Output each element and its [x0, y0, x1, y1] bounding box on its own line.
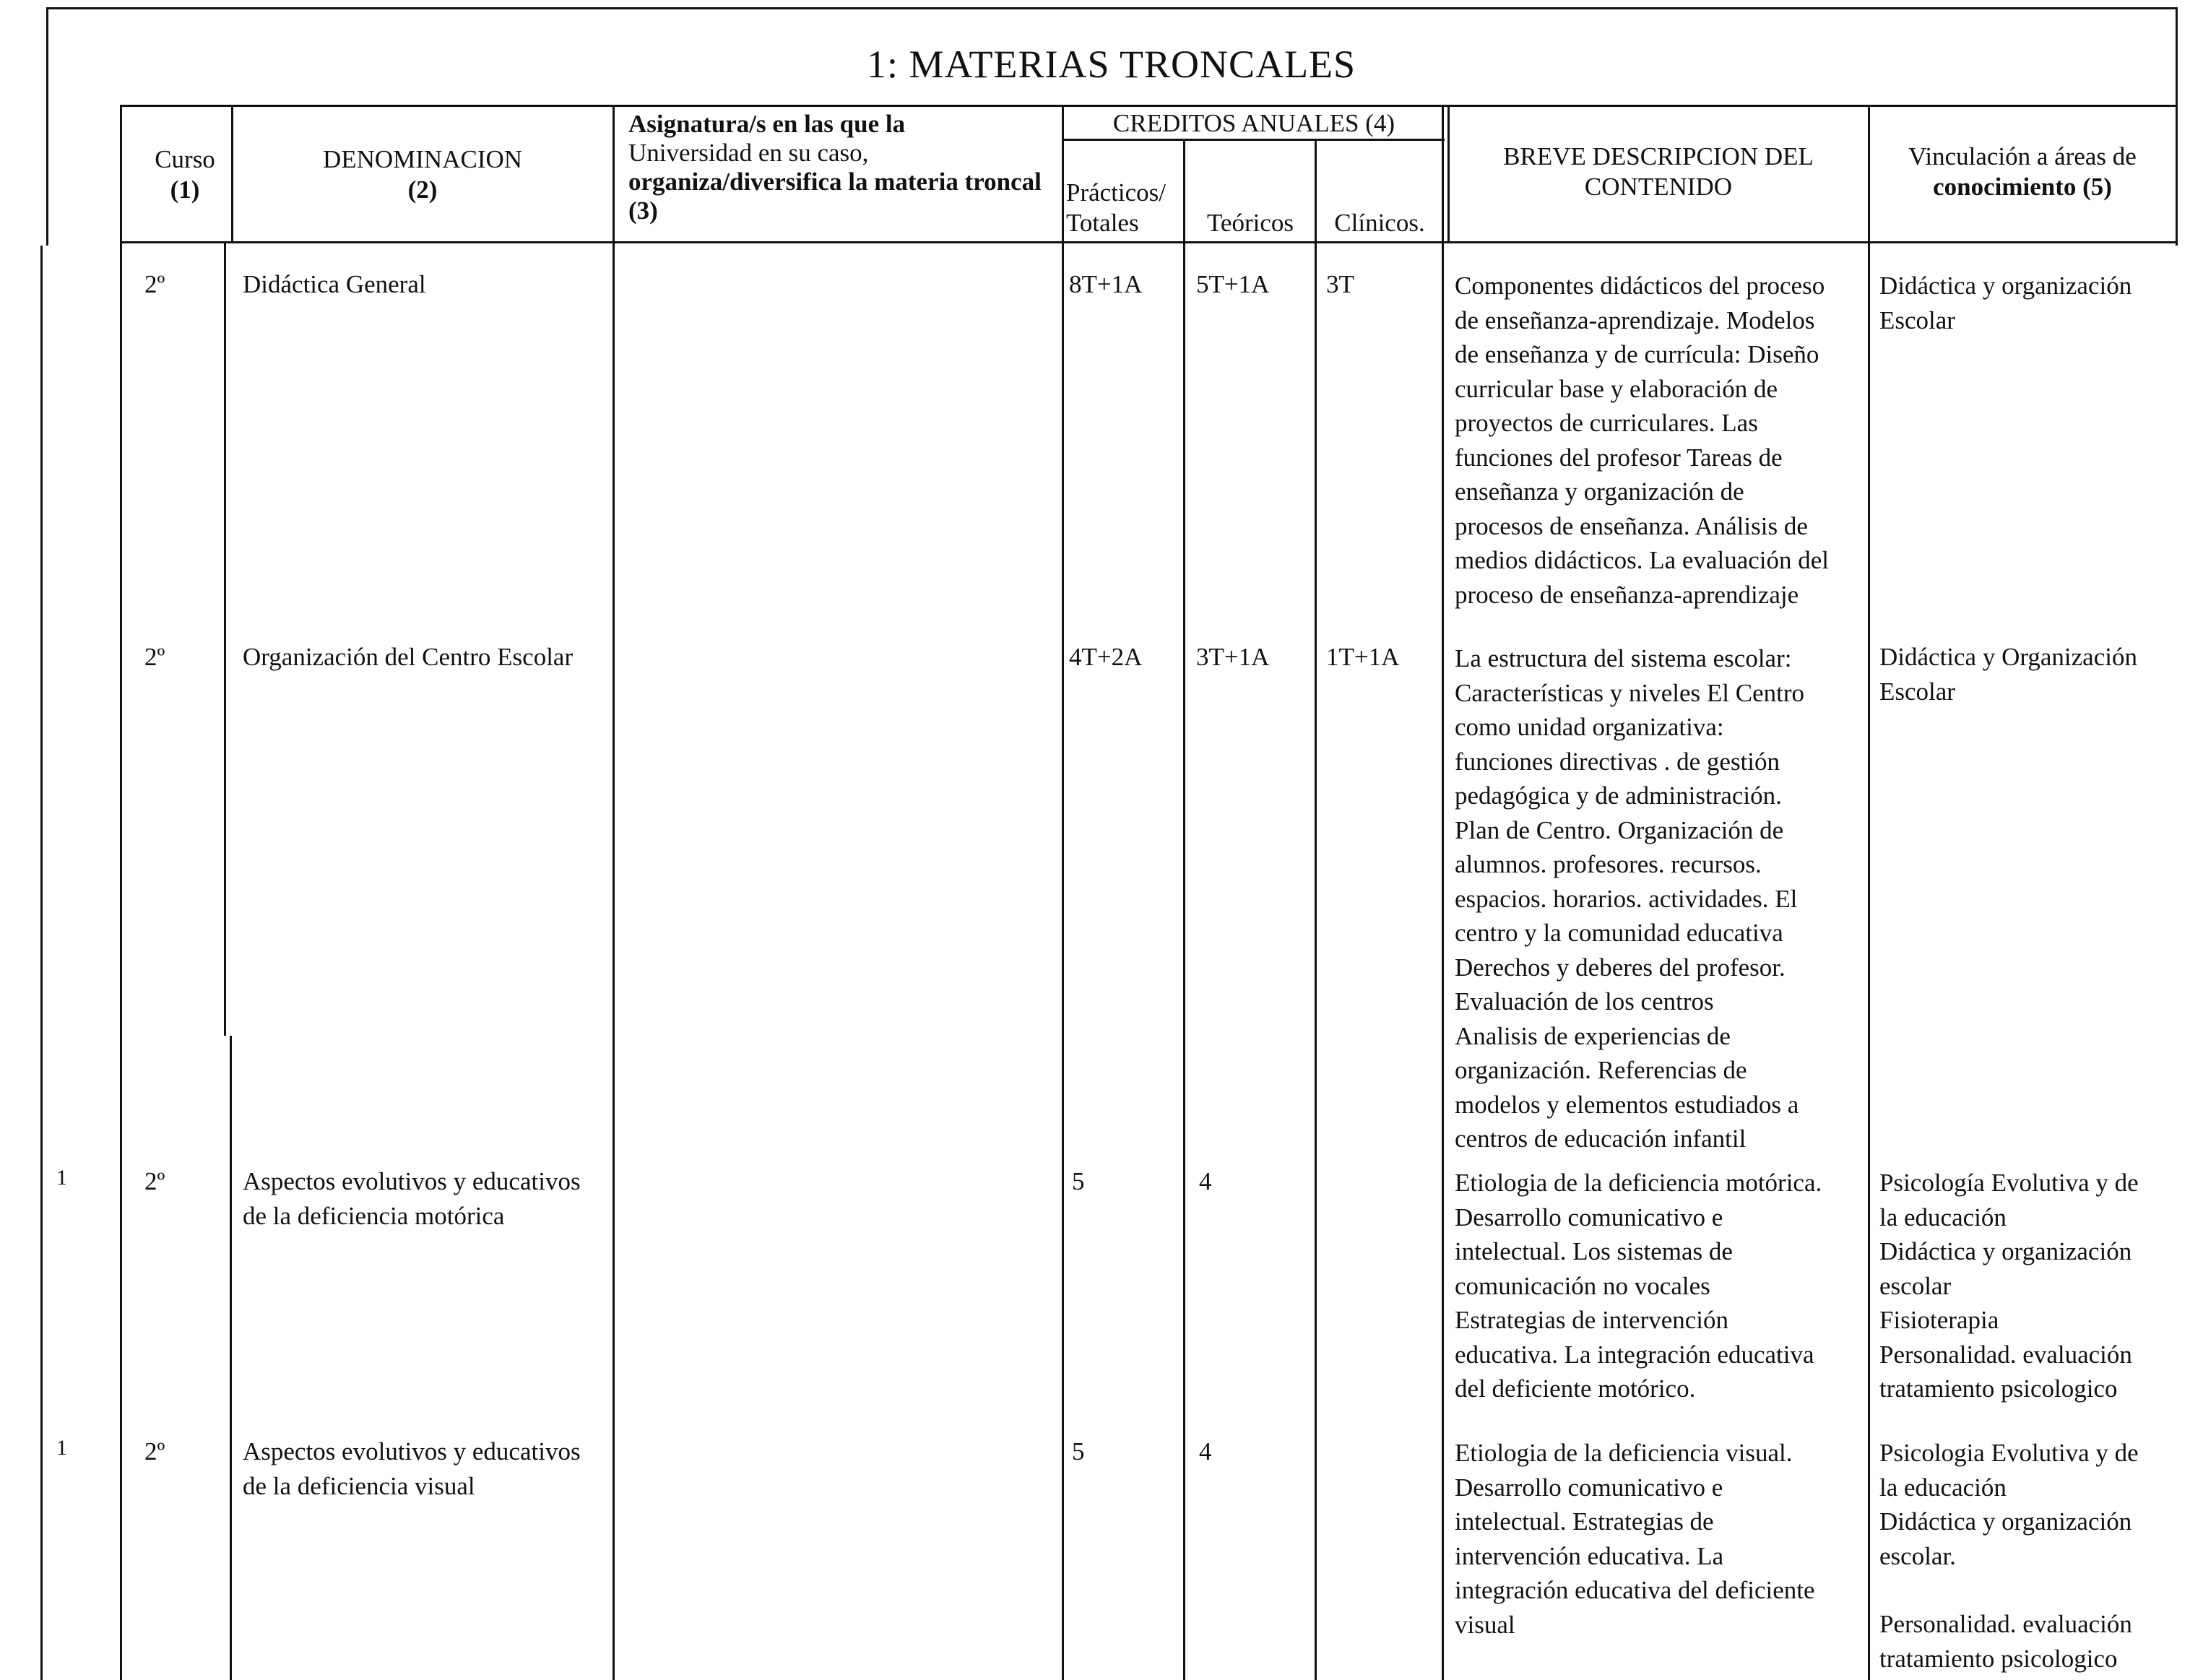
- desc-line: intelectual. Estrategias de: [1455, 1507, 1714, 1536]
- row2-vinculacion: [1879, 640, 2176, 709]
- frame-top-border: [46, 7, 2177, 9]
- desc-line: visual: [1455, 1610, 1515, 1639]
- header-asignatura-line2: Universidad en su caso,: [628, 139, 869, 167]
- desc-line: Características y niveles El Centro: [1455, 678, 1805, 707]
- desc-line: Analisis de experiencias de: [1455, 1021, 1731, 1050]
- desc-line: proceso de enseñanza-aprendizaje: [1455, 580, 1799, 609]
- header-practicos-line2: Totales: [1066, 209, 1139, 237]
- desc-line: funciones directivas . de gestión: [1455, 747, 1780, 776]
- desc-line: centro y la comunidad educativa: [1455, 919, 1783, 947]
- vinc-line: Didáctica y Organización: [1879, 643, 2137, 671]
- desc-line: comunicación no vocales: [1455, 1271, 1710, 1300]
- row1-denominacion: Didáctica General: [243, 270, 426, 298]
- desc-line: curricular base y elaboración de: [1455, 374, 1778, 403]
- desc-line: Desarrollo comunicativo e: [1455, 1473, 1723, 1502]
- creditos-top-rule: [1062, 105, 1445, 107]
- row3-denominacion: [243, 1164, 581, 1234]
- row4-practicos: 5: [1072, 1437, 1085, 1465]
- desc-line: funciones del profesor Tareas de: [1455, 443, 1783, 472]
- header-curso: [142, 144, 228, 205]
- row2-clinicos: 1T+1A: [1326, 643, 1400, 671]
- col-sep-denom-asig: [613, 105, 615, 1680]
- vinc-line: tratamiento psicologico: [1879, 1374, 2118, 1403]
- col-sep-curso-denom-body: [224, 241, 226, 1036]
- outer-left-margin-line: [40, 246, 43, 1680]
- desc-line: como unidad organizativa:: [1455, 713, 1724, 741]
- desc-line: Etiologia de la deficiencia motórica.: [1455, 1169, 1822, 1197]
- frame-left-border: [46, 7, 48, 246]
- row4-descripcion: [1455, 1436, 1866, 1642]
- header-denominacion: [274, 144, 571, 205]
- page-title: 1: MATERIAS TRONCALES: [867, 43, 1356, 86]
- header-curso-note: (1): [170, 176, 200, 204]
- desc-line: procesos de enseñanza. Análisis de: [1455, 511, 1808, 540]
- vinc-line: Escolar: [1879, 306, 1955, 334]
- header-descripcion-line2: CONTENIDO: [1584, 173, 1733, 201]
- row4-curso: 2º: [144, 1437, 165, 1465]
- vinc-line: escolar.: [1879, 1541, 1956, 1570]
- vinc-line: Didáctica y organización: [1879, 272, 2132, 300]
- row4-denominacion: [243, 1434, 581, 1504]
- denom-line: de la deficiencia motórica: [243, 1202, 505, 1230]
- desc-line: Estrategias de intervención: [1455, 1306, 1729, 1334]
- row2-denominacion: Organización del Centro Escolar: [243, 643, 574, 671]
- desc-line: Desarrollo comunicativo e: [1455, 1203, 1723, 1231]
- row1-teoricos: 5T+1A: [1196, 270, 1270, 298]
- desc-line: Plan de Centro. Organización de: [1455, 815, 1784, 844]
- desc-line: Evaluación de los centros: [1455, 987, 1714, 1016]
- denom-line: Aspectos evolutivos y educativos: [243, 1437, 581, 1465]
- desc-line: integración educativa del deficiente: [1455, 1576, 1815, 1604]
- header-asignatura-line3: organiza/diversifica la materia troncal: [628, 168, 1042, 196]
- vinc-line: Personalidad. evaluación: [1879, 1610, 2132, 1638]
- row2-curso: 2º: [144, 643, 165, 671]
- vinc-line: Psicologia Evolutiva y de: [1879, 1439, 2139, 1467]
- desc-line: enseñanza y organización de: [1455, 477, 1744, 506]
- desc-line: educativa. La integración educativa: [1455, 1340, 1814, 1369]
- desc-line: intelectual. Los sistemas de: [1455, 1237, 1733, 1265]
- header-denominacion-label: DENOMINACION: [322, 145, 523, 173]
- margin-mark: 1: [56, 1436, 67, 1460]
- row2-practicos: 4T+2A: [1069, 643, 1143, 671]
- col-sep-curso-denom: [231, 105, 233, 242]
- desc-line: alumnos. profesores. recursos.: [1455, 850, 1762, 878]
- header-vinculacion-line2: conocimiento (5): [1933, 173, 2112, 201]
- desc-line: de enseñanza y de currícula: Diseño: [1455, 340, 1819, 368]
- margin-mark: 1: [56, 1166, 67, 1190]
- col-sep-practicos-teoricos: [1183, 141, 1185, 1680]
- desc-line: centros de educación infantil: [1455, 1125, 1747, 1153]
- desc-line: Etiologia de la deficiencia visual.: [1455, 1439, 1793, 1467]
- vinc-line: la educación: [1879, 1473, 2007, 1502]
- header-asignatura-note: (3): [628, 196, 658, 225]
- desc-line: del deficiente motórico.: [1455, 1374, 1696, 1403]
- header-curso-label: Curso: [155, 145, 215, 173]
- frame-right-border: [2176, 7, 2178, 246]
- desc-line: medios didácticos. La evaluación del: [1455, 546, 1830, 574]
- row1-descripcion: [1455, 269, 1866, 612]
- col-sep-clinicos-desc: [1442, 105, 1444, 1680]
- denom-line: Aspectos evolutivos y educativos: [243, 1167, 581, 1195]
- vinc-line: Escolar: [1879, 677, 1955, 706]
- row3-descripcion: [1455, 1166, 1866, 1406]
- header-creditos: CREDITOS ANUALES (4): [1112, 109, 1395, 137]
- vinc-line: Didáctica y organización: [1879, 1237, 2132, 1265]
- desc-line: Derechos y deberes del profesor.: [1455, 953, 1786, 982]
- vinc-line: Personalidad. evaluación: [1879, 1340, 2132, 1369]
- vinc-line: Fisioterapia: [1879, 1306, 1999, 1334]
- desc-line: de enseñanza-aprendizaje. Modelos: [1455, 306, 1815, 334]
- row1-clinicos: 3T: [1326, 270, 1354, 298]
- header-descripcion: [1449, 142, 1868, 202]
- vinc-line: [1879, 1573, 2176, 1607]
- row1-curso: 2º: [144, 270, 165, 298]
- row3-curso: 2º: [144, 1167, 165, 1195]
- header-vinculacion: [1871, 142, 2174, 202]
- vinc-line: tratamiento psicologico: [1879, 1644, 2118, 1673]
- desc-line: modelos y elementos estudiados a: [1455, 1090, 1799, 1119]
- col-sep-asig-creditos: [1062, 105, 1064, 1680]
- desc-line: organización. Referencias de: [1455, 1056, 1747, 1084]
- col-sep-curso-left: [120, 105, 122, 1680]
- desc-line: Componentes didácticos del proceso: [1455, 272, 1825, 300]
- denom-line: de la deficiencia visual: [243, 1472, 475, 1500]
- header-vinculacion-line1: Vinculación a áreas de: [1908, 142, 2137, 170]
- col-sep-desc-vinc: [1868, 105, 1870, 1680]
- row2-descripcion: [1455, 641, 1866, 1156]
- row2-teoricos: 3T+1A: [1196, 643, 1270, 671]
- row1-practicos: 8T+1A: [1069, 270, 1143, 298]
- header-asignatura: [628, 110, 1062, 225]
- vinc-line: Didáctica y organización: [1879, 1507, 2132, 1536]
- row3-vinculacion: [1879, 1166, 2176, 1406]
- col-sep-teoricos-clinicos: [1315, 141, 1317, 1680]
- creditos-underline: [1062, 139, 1445, 141]
- header-practicos: [1066, 178, 1182, 238]
- vinc-line: Psicología Evolutiva y de: [1879, 1169, 2139, 1197]
- vinc-line: la educación: [1879, 1203, 2007, 1231]
- vinc-line: escolar: [1879, 1271, 1952, 1300]
- row1-vinculacion: [1879, 269, 2176, 337]
- desc-line: intervención educativa. La: [1455, 1541, 1724, 1570]
- header-practicos-line1: Prácticos/: [1066, 178, 1167, 207]
- desc-line: pedagógica y de administración.: [1455, 781, 1782, 810]
- desc-line: proyectos de curriculares. Las: [1455, 409, 1758, 437]
- desc-line: espacios. horarios. actividades. El: [1455, 884, 1798, 913]
- col-sep-curso-denom-body-lower: [230, 1036, 232, 1680]
- header-denominacion-note: (2): [407, 176, 438, 204]
- header-asignatura-line1: Asignatura/s en las que la: [628, 110, 906, 138]
- row4-vinculacion: [1879, 1436, 2176, 1676]
- header-teoricos: Teóricos: [1206, 209, 1294, 237]
- desc-line: La estructura del sistema escolar:: [1455, 644, 1792, 672]
- row4-teoricos: 4: [1199, 1437, 1212, 1465]
- header-descripcion-line1: BREVE DESCRIPCION DEL: [1503, 142, 1814, 170]
- header-clinicos: Clínicos.: [1334, 209, 1425, 237]
- row3-practicos: 5: [1072, 1167, 1085, 1195]
- row3-teoricos: 4: [1199, 1167, 1212, 1195]
